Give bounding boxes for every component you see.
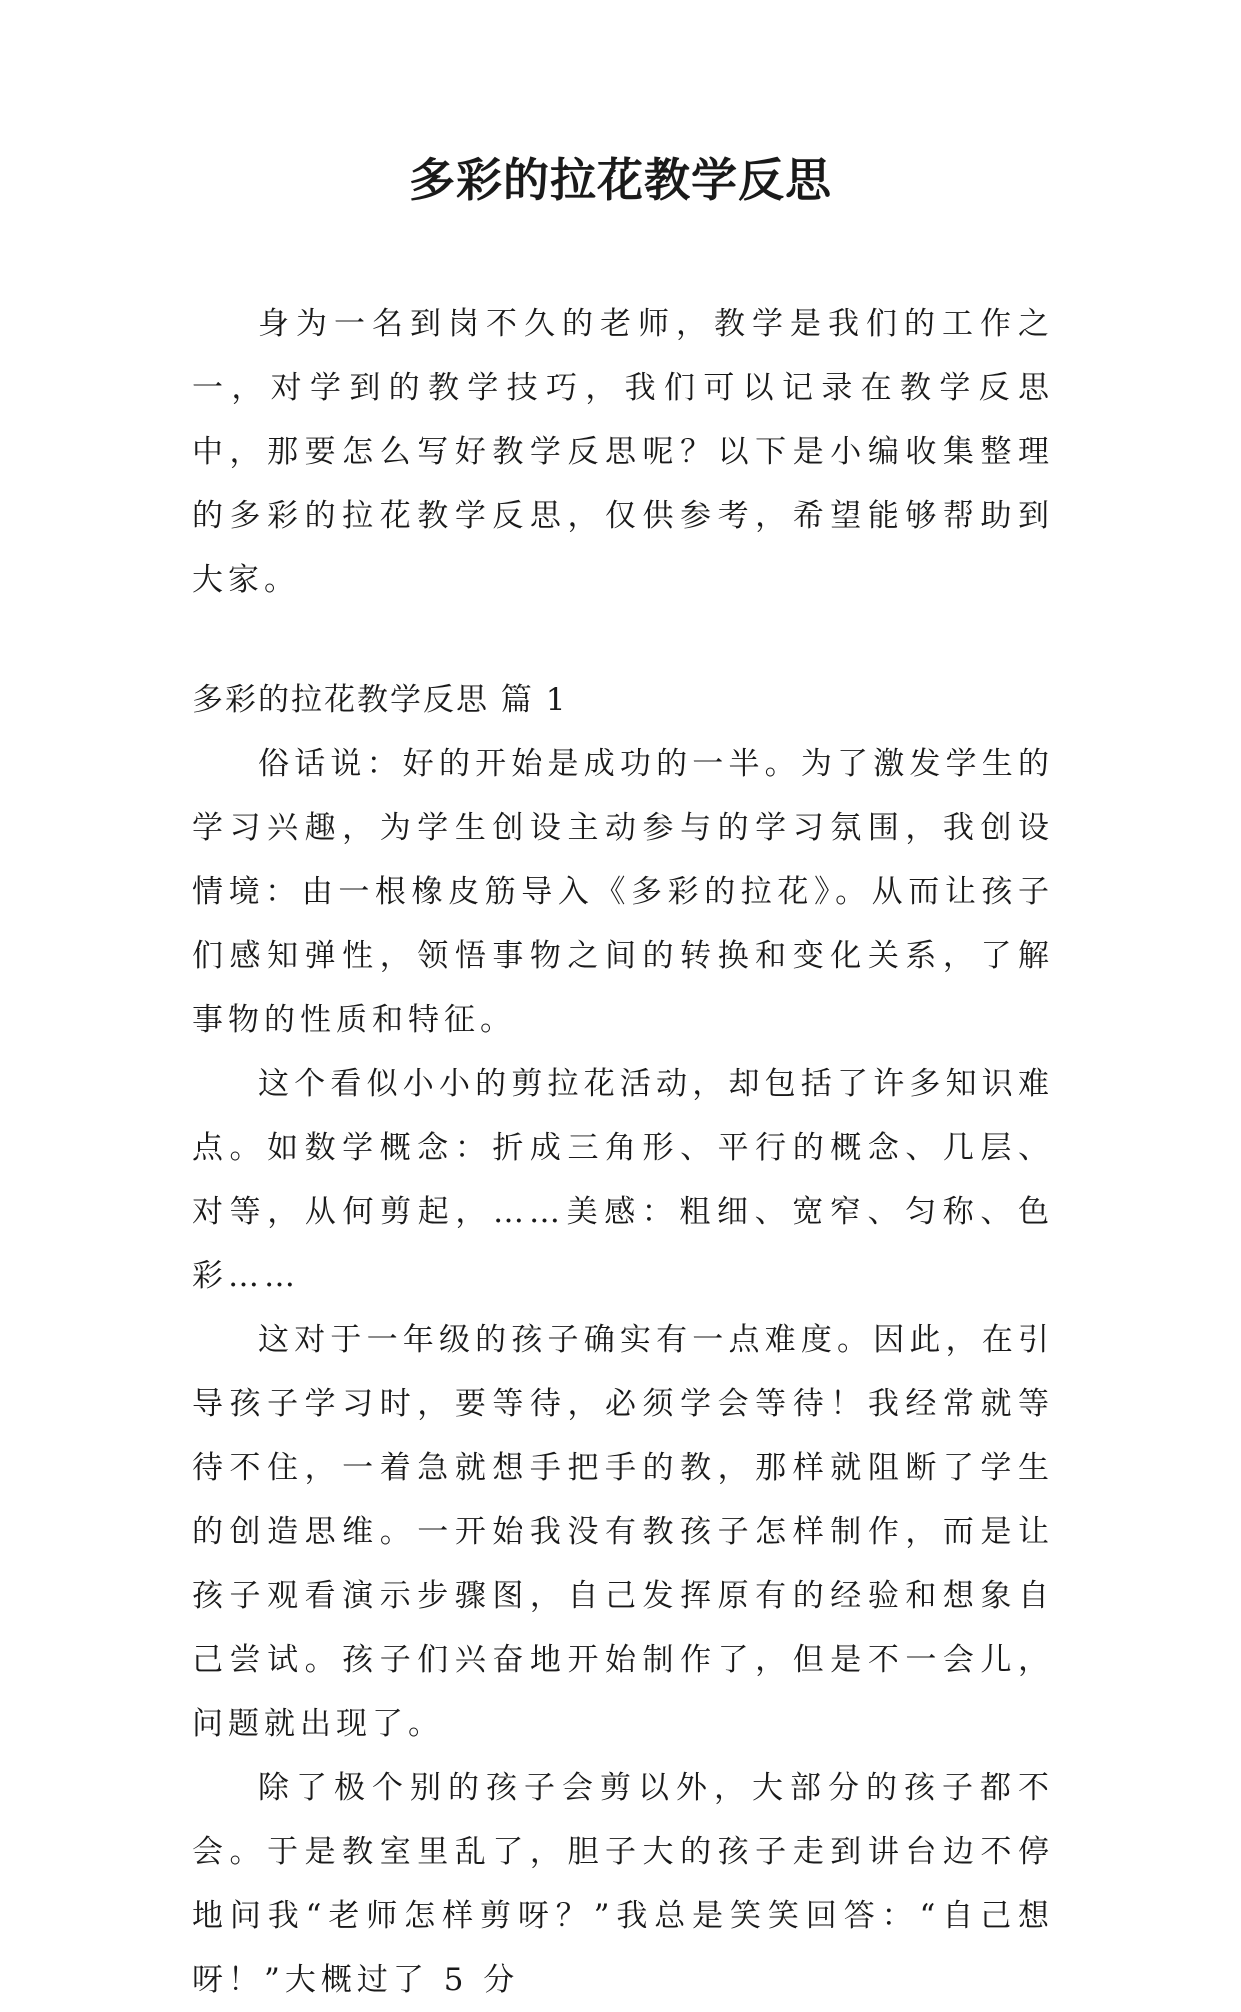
document-body: [192, 292, 1054, 2012]
body-paragraph-3: 这对于一年级的孩子确实有一点难度。因此，在引导孩子学习时，要等待，必须学会等待！我经常就等待不住，一着急就想手把手的教，那样就阻断了学生的创造思维。一开始我没有教孩子怎样制作，而是让孩子观看演示步骤图，自己发挥原有的经验和想象自己尝试。孩子们兴奋地开始制作了，但是不一会儿，问题就出现了。: [192, 1322, 1054, 1742]
document-title: 多彩的拉花教学反思: [409, 153, 832, 207]
intro-paragraph: 身为一名到岗不久的老师，教学是我们的工作之一，对学到的教学技巧，我们可以记录在教学反思中，那要怎么写好教学反思呢？以下是小编收集整理的多彩的拉花教学反思，仅供参考，希望能够帮助到大家。: [192, 306, 1054, 598]
section-heading: 多彩的拉花教学反思 篇 1: [192, 682, 568, 718]
body-paragraph-4: 除了极个别的孩子会剪以外，大部分的孩子都不会。于是教室里乱了，胆子大的孩子走到讲台边不停地问我“老师怎样剪呀？”我总是笑笑回答：“自己想呀！”大概过了 5 分: [192, 1770, 1054, 1998]
body-paragraph-1: 俗话说：好的开始是成功的一半。为了激发学生的学习兴趣，为学生创设主动参与的学习氛围，我创设情境：由一根橡皮筋导入《多彩的拉花》。从而让孩子们感知弹性，领悟事物之间的转换和变化关系，了解事物的性质和特征。: [192, 746, 1054, 1038]
paragraph-spacer: [192, 612, 1054, 668]
body-paragraph-2: 这个看似小小的剪拉花活动，却包括了许多知识难点。如数学概念：折成三角形、平行的概念、几层、对等，从何剪起，……美感：粗细、宽窄、匀称、色彩……: [192, 1066, 1054, 1294]
